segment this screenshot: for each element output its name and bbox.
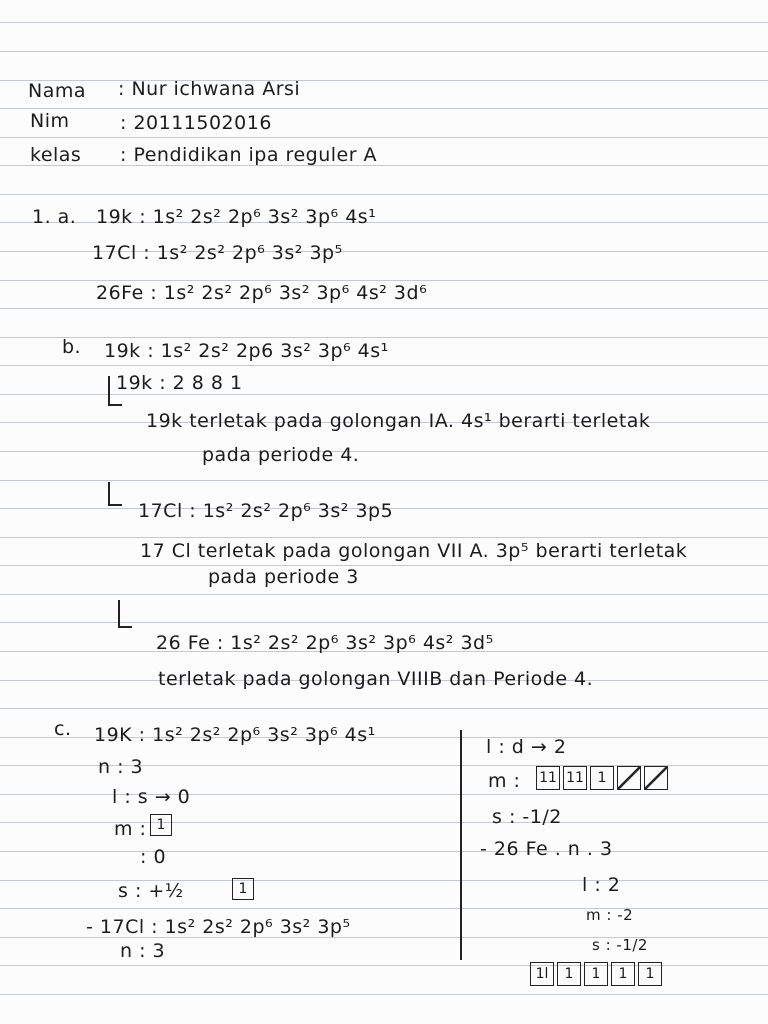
- q1c-cl-n: n : 3: [120, 940, 166, 962]
- orbital-box-crossed: [617, 766, 641, 790]
- orbital-box: 1: [584, 962, 608, 986]
- orbital-box: 1: [557, 962, 581, 986]
- q1c-right-m-label: m :: [488, 770, 521, 792]
- orbital-box: 1: [611, 962, 635, 986]
- kelas-label: kelas: [30, 144, 82, 166]
- orbital-box: 11: [536, 766, 560, 790]
- nim-value: : 20111502016: [120, 112, 272, 134]
- q1c-right-l: l : d → 2: [486, 736, 567, 758]
- orbital-box: 1: [232, 878, 254, 900]
- orbital-box: 1: [150, 814, 172, 836]
- q1b-label: b.: [62, 336, 82, 358]
- orbital-box: 11: [563, 766, 587, 790]
- q1b-k-period: pada periode 4.: [202, 444, 360, 466]
- q1b-cl-period: pada periode 3: [208, 566, 359, 588]
- q1a-line-fe: 26Fe : 1s² 2s² 2p⁶ 3s² 3p⁶ 4s² 3d⁶: [96, 282, 428, 304]
- nim-label: Nim: [30, 110, 70, 132]
- q1c-cl-config: - 17Cl : 1s² 2s² 2p⁶ 3s² 3p⁵: [86, 916, 351, 938]
- q1b-shell-k: 19k : 2 8 8 1: [116, 372, 243, 394]
- nama-value: : Nur ichwana Arsi: [118, 78, 301, 100]
- arrow-icon: [118, 600, 132, 628]
- arrow-icon: [108, 482, 122, 506]
- q1c-fe-s: s : -1/2: [592, 936, 648, 954]
- q1c-label: c.: [54, 718, 72, 740]
- q1c-k-m-label: m :: [114, 818, 147, 840]
- q1b-cl-config: 17Cl : 1s² 2s² 2p⁶ 3s² 3p5: [138, 500, 394, 522]
- kelas-value: : Pendidikan ipa reguler A: [120, 144, 378, 166]
- q1b-fe-config: 26 Fe : 1s² 2s² 2p⁶ 3s² 3p⁶ 4s² 3d⁵: [156, 632, 494, 654]
- q1c-k-s: s : +½: [118, 880, 184, 902]
- q1b-cl-text: 17 Cl terletak pada golongan VII A. 3p⁵ berarti terletak: [140, 540, 688, 562]
- column-divider: [460, 730, 462, 960]
- q1b-k-text: 19k terletak pada golongan IA. 4s¹ berarti terletak: [146, 410, 651, 432]
- orbital-diagram-m: [536, 766, 671, 790]
- q1b-fe-text: terletak pada golongan VIIIB dan Periode 4.: [158, 668, 594, 690]
- q1c-k-config: 19K : 1s² 2s² 2p⁶ 3s² 3p⁶ 4s¹: [94, 724, 376, 746]
- q1c-k-l: l : s → 0: [112, 786, 191, 808]
- q1c-fe-l: l : 2: [582, 874, 621, 896]
- q1c-right-s: s : -1/2: [492, 806, 562, 828]
- q1a-line-cl: 17Cl : 1s² 2s² 2p⁶ 3s² 3p⁵: [92, 242, 343, 264]
- orbital-box: 1: [590, 766, 614, 790]
- q1c-fe-line: - 26 Fe . n . 3: [480, 838, 613, 860]
- q1b-line-k: 19k : 1s² 2s² 2p6 3s² 3p⁶ 4s¹: [104, 340, 389, 362]
- nama-label: Nama: [28, 80, 87, 102]
- q1a-line-k: 19k : 1s² 2s² 2p⁶ 3s² 3p⁶ 4s¹: [96, 206, 377, 228]
- orbital-box: 1: [638, 962, 662, 986]
- orbital-diagram-fe: [530, 962, 665, 986]
- q1c-fe-m: m : -2: [586, 906, 634, 924]
- q1c-k-m-value: : 0: [140, 846, 167, 868]
- q1c-k-n: n : 3: [98, 756, 144, 778]
- orbital-box: 1l: [530, 962, 554, 986]
- q1a-label: 1. a.: [32, 206, 77, 228]
- orbital-box-crossed: [644, 766, 668, 790]
- arrow-icon: [108, 376, 122, 406]
